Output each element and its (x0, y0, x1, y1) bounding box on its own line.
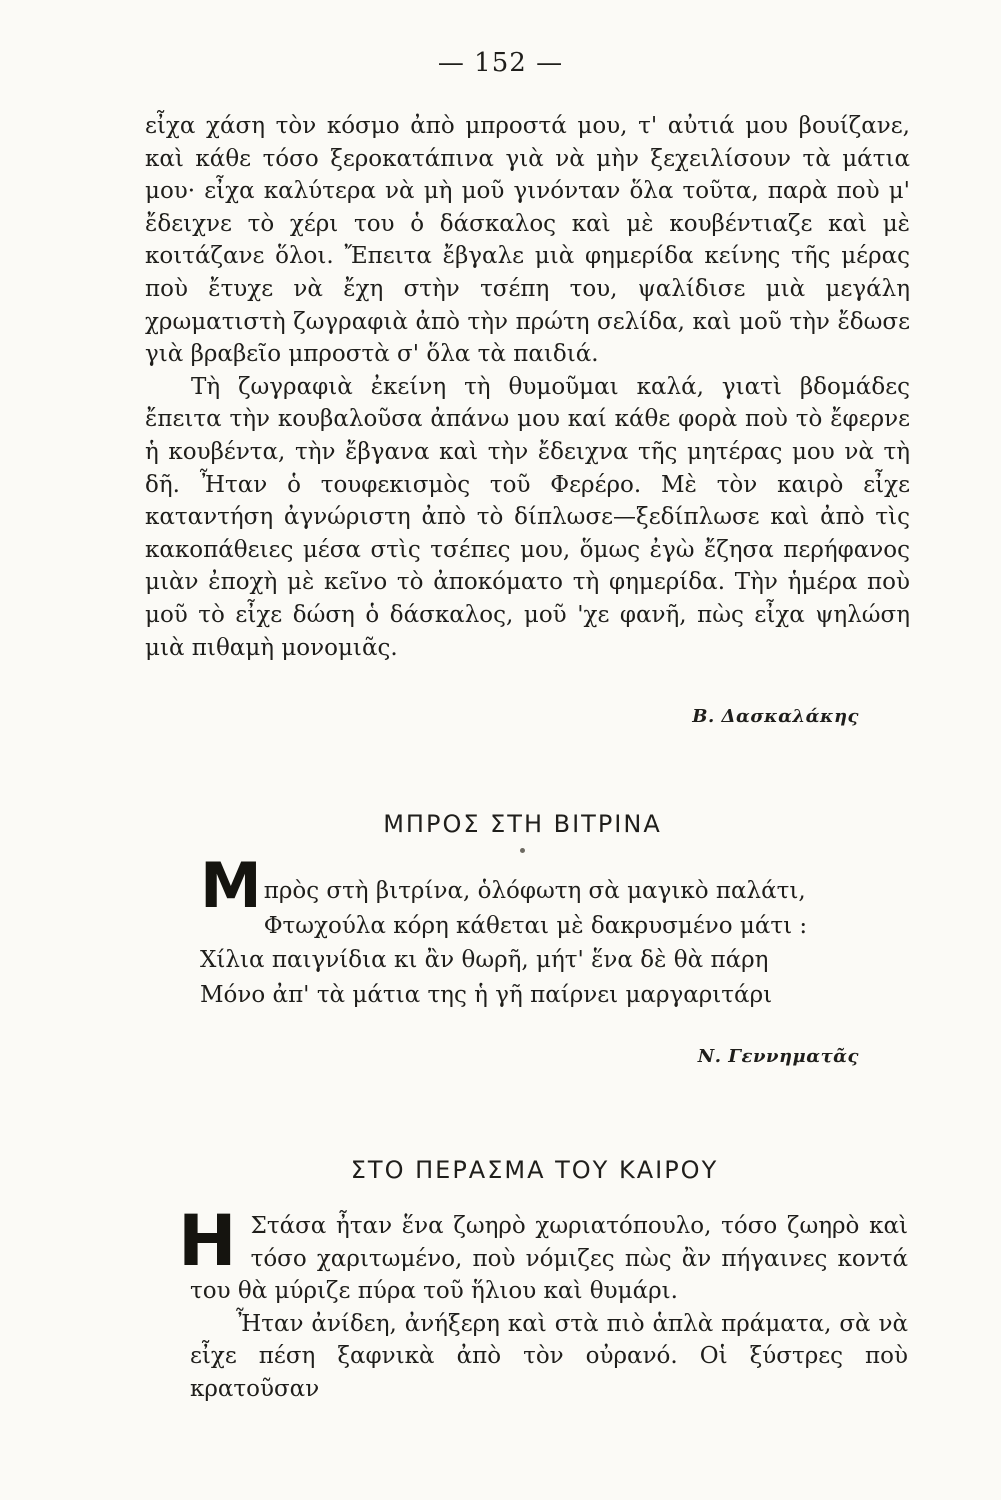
story-1-text (145, 110, 910, 664)
page-number: — 152 — (437, 48, 564, 78)
decorative-dot (520, 848, 525, 853)
story-2-paragraph-1 (178, 1200, 908, 1308)
poem-dropcap: Μ (200, 849, 262, 922)
poem-title: ΜΠΡΟΣ ΣΤΗ ΒΙΤΡΙΝΑ (383, 810, 662, 838)
story-2-paragraph-2: Ἦταν ἀνίδεη, ἀνήξερη καὶ στὰ πιὸ ἁπλὰ πράματα, σὰ νὰ εἶχε πέση ξαφνικὰ ἀπὸ τὸν οὐρανό. Οἱ ξύστρες ποὺ κρατοῦσαν (190, 1310, 908, 1402)
poem-signature: Ν. Γεννηματᾶς (697, 1046, 859, 1067)
poem-line-3: Χίλια παιγνίδια κι ἂν θωρῆ, μήτ' ἕνα δὲ θὰ πάρη (200, 947, 769, 973)
story-1-paragraph-1: εἶχα χάση τὸν κόσμο ἀπὸ μπροστά μου, τ' αὐτιά μου βουίζανε, καὶ κάθε τόσο ξεροκατάπινα γιὰ νὰ μὴν ξεχειλίσουν τὰ μάτια μου· εἶχα καλύτερα νὰ μὴ μοῦ γινόνταν ὅλα τοῦτα, παρὰ ποὺ μ' ἔδειχνε τὸ χέρι του ὁ δάσκαλος καὶ μὲ κουβέντιαζε καὶ μὲ κοιτάζανε ὅλοι. Ἔπειτα ἔβγαλε μιὰ φημερίδα κείνης τῆς μέρας ποὺ ἔτυχε νὰ ἔχη στὴν τσέπη του, ψαλίδισε μιὰ μεγάλη χρωματιστὴ ζωγραφιὰ ἀπὸ τὴν πρώτη σελίδα, καὶ μοῦ τὴν ἔδωσε γιὰ βραβεῖο μπροστὰ σ' ὅλα τὰ παιδιά. (145, 113, 910, 368)
poem-line-2: Φτωχούλα κόρη κάθεται μὲ δακρυσμένο μάτι : (263, 912, 808, 939)
story-2-dropcap: Η (178, 1200, 237, 1282)
story-1-paragraph-2: Τὴ ζωγραφιὰ ἐκείνη τὴ θυμοῦμαι καλά, γιατὶ βδομάδες ἔπειτα τὴν κουβαλοῦσα ἀπάνω μου καί κάθε φορὰ ποὺ τὸ ἔφερνε ἡ κουβέντα, τὴν ἔβγανα καὶ τὴν ἔδειχνα τῆς μητέρας μου νὰ τὴ δῆ. Ἦταν ὁ τουφεκισμὸς τοῦ Φερέρο. Μὲ τὸν καιρὸ εἶχε καταντήση ἀγνώριστη ἀπὸ τὸ δίπλωσε—ξεδίπλωσε καὶ ἀπὸ τὶς κακοπάθειες μέσα στὶς τσέπες μου, ὅμως ἐγὼ ἔζησα περήφανος μιὰν ἐποχὴ μὲ κεῖνο τὸ ἀποκόματο τὴ φημερίδα. Τὴν ἡμέρα ποὺ μοῦ τὸ εἶχε δώση ὁ δάσκαλος, μοῦ 'χε φανῆ, πὼς εἶχα ψηλώση μιὰ πιθαμὴ μονομιᾶς. (145, 373, 910, 661)
poem-line-1: πρὸς στὴ βιτρίνα, ὁλόφωτη σὰ μαγικὸ παλάτι, (263, 878, 806, 904)
poem (200, 849, 920, 1012)
story-2-paragraph-1-text: Στάσα ἦταν ἕνα ζωηρὸ χωριατόπουλο, τόσο ζωηρὸ καὶ τόσο χαριτωμένο, ποὺ νόμιζες πὼς ἂν πήγαινες κοντά του θὰ μύριζε πύρα τοῦ ἥλιου καὶ θυμάρι. (190, 1213, 908, 1305)
story-1-signature: Β. Δασκαλάκης (692, 706, 859, 727)
poem-line-4: Μόνο ἀπ' τὰ μάτια της ἡ γῆ παίρνει μαργαριτάρι (200, 981, 773, 1008)
story-2-title: ΣΤΟ ΠΕΡΑΣΜΑ ΤΟΥ ΚΑΙΡΟΥ (350, 1156, 719, 1184)
story-2-text (178, 1200, 908, 1406)
